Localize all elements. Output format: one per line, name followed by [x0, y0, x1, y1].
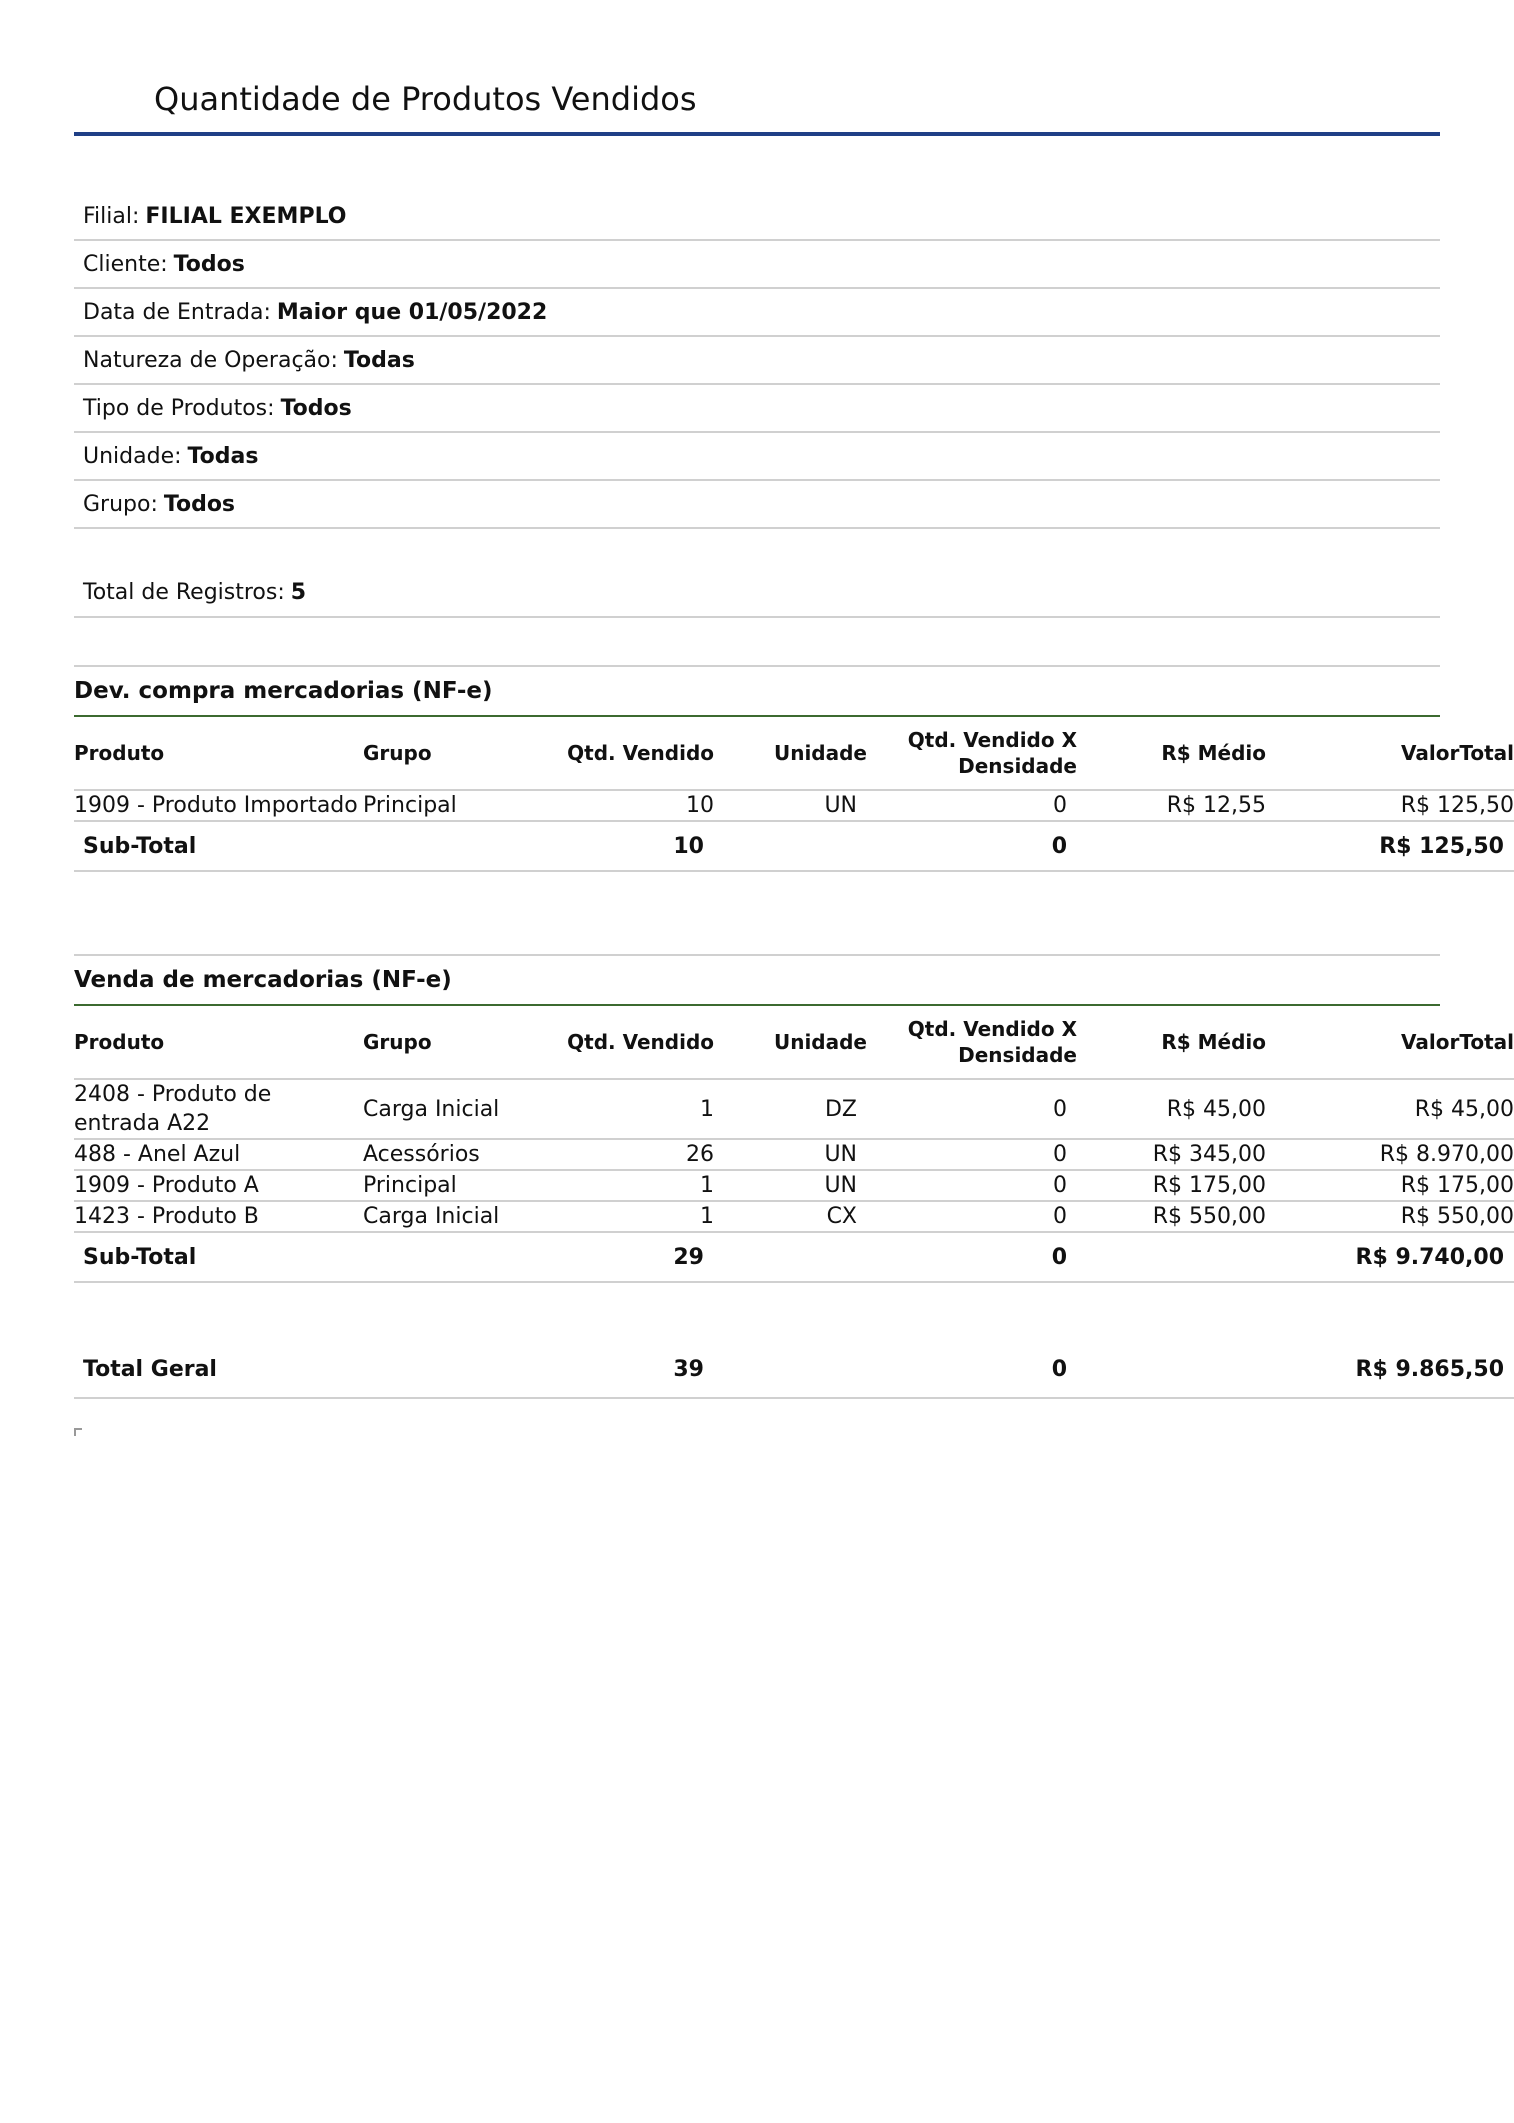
filter-value: Todos [280, 395, 352, 421]
subtotal-densidade: 0 [867, 821, 1077, 871]
total-geral-densidade: 0 [867, 1322, 1077, 1398]
filter-label: Natureza de Operação: [83, 347, 338, 373]
table-cell: 488 - Anel Azul [74, 1139, 363, 1170]
table-cell: R$ 45,00 [1266, 1079, 1514, 1139]
subtotal-valor: R$ 125,50 [1266, 821, 1514, 871]
filter-row [74, 193, 1440, 241]
filter-row [74, 241, 1440, 289]
table-cell: 1 [503, 1170, 714, 1201]
section-venda [74, 954, 1514, 1283]
table-cell: R$ 550,00 [1266, 1201, 1514, 1232]
table-cell: 26 [503, 1139, 714, 1170]
column-header: Qtd. Vendido X Densidade [867, 717, 1077, 790]
table-cell: 2408 - Produto de entrada A22 [74, 1079, 363, 1139]
table-cell: 0 [867, 1139, 1077, 1170]
table-header [74, 1006, 1514, 1079]
products-table [74, 1006, 1514, 1283]
column-header: Grupo [363, 1006, 503, 1079]
table-cell: Carga Inicial [363, 1079, 503, 1139]
column-header: Qtd. Vendido [503, 717, 714, 790]
column-header: Produto [74, 1006, 363, 1079]
table-cell: CX [714, 1201, 867, 1232]
table-row [74, 1139, 1514, 1170]
table-cell: 1909 - Produto A [74, 1170, 363, 1201]
total-records-label: Total de Registros: [83, 579, 285, 605]
subtotal-valor: R$ 9.740,00 [1266, 1232, 1514, 1282]
subtotal-densidade: 0 [867, 1232, 1077, 1282]
table-cell: R$ 125,50 [1266, 790, 1514, 821]
filter-row [74, 337, 1440, 385]
filter-label: Filial: [83, 203, 140, 229]
filter-label: Cliente: [83, 251, 168, 277]
filter-value: Maior que 01/05/2022 [276, 299, 548, 325]
table-cell: 0 [867, 1201, 1077, 1232]
table-cell: UN [714, 790, 867, 821]
total-geral-label: Total Geral [74, 1322, 363, 1398]
filter-value: Todos [173, 251, 245, 277]
subtotal-label: Sub-Total [74, 821, 363, 871]
table-cell: 0 [867, 1170, 1077, 1201]
filter-row [74, 481, 1440, 529]
filter-row [74, 289, 1440, 337]
table-row [74, 1079, 1514, 1139]
total-geral-row [74, 1322, 1514, 1398]
table-cell: R$ 550,00 [1077, 1201, 1266, 1232]
table-cell: 0 [867, 790, 1077, 821]
total-geral-table [74, 1322, 1514, 1399]
table-cell: Principal [363, 790, 503, 821]
column-header: Produto [74, 717, 363, 790]
table-cell: 1 [503, 1079, 714, 1139]
table-cell: Acessórios [363, 1139, 503, 1170]
table-cell: DZ [714, 1079, 867, 1139]
table-cell: R$ 8.970,00 [1266, 1139, 1514, 1170]
table-cell: R$ 12,55 [1077, 790, 1266, 821]
total-records-value: 5 [290, 579, 307, 605]
column-header: Qtd. Vendido X Densidade [867, 1006, 1077, 1079]
table-cell: R$ 175,00 [1077, 1170, 1266, 1201]
subtotal-label: Sub-Total [74, 1232, 363, 1282]
subtotal-qtd: 10 [503, 821, 714, 871]
total-geral-valor: R$ 9.865,50 [1266, 1322, 1514, 1398]
filter-row [74, 433, 1440, 481]
section-title: Venda de mercadorias (NF-e) [74, 956, 1440, 1006]
subtotal-row [74, 1232, 1514, 1282]
section-title: Dev. compra mercadorias (NF-e) [74, 667, 1440, 717]
table-cell: UN [714, 1170, 867, 1201]
column-header: Unidade [714, 717, 867, 790]
products-table [74, 717, 1514, 872]
table-cell: 1909 - Produto Importado [74, 790, 363, 821]
column-header: Unidade [714, 1006, 867, 1079]
column-header: ValorTotal [1266, 717, 1514, 790]
column-header: R$ Médio [1077, 1006, 1266, 1079]
filter-value: Todos [163, 491, 236, 517]
table-cell: Carga Inicial [363, 1201, 503, 1232]
total-geral-qtd: 39 [503, 1322, 714, 1398]
filter-label: Grupo: [83, 491, 158, 517]
table-cell: R$ 45,00 [1077, 1079, 1266, 1139]
table-cell: Principal [363, 1170, 503, 1201]
table-cell: R$ 345,00 [1077, 1139, 1266, 1170]
filter-value: FILIAL EXEMPLO [145, 203, 347, 229]
column-header: Grupo [363, 717, 503, 790]
column-header: R$ Médio [1077, 717, 1266, 790]
column-header: Qtd. Vendido [503, 1006, 714, 1079]
filter-value: Todas [343, 347, 415, 373]
subtotal-row [74, 821, 1514, 871]
table-cell: 0 [867, 1079, 1077, 1139]
table-cell: 1423 - Produto B [74, 1201, 363, 1232]
filter-list [74, 193, 1440, 529]
subtotal-qtd: 29 [503, 1232, 714, 1282]
column-header: ValorTotal [1266, 1006, 1514, 1079]
table-row [74, 1201, 1514, 1232]
filter-label: Unidade: [83, 443, 182, 469]
title-divider [74, 132, 1440, 136]
table-cell: 1 [503, 1201, 714, 1232]
table-cell: 10 [503, 790, 714, 821]
table-row [74, 790, 1514, 821]
filter-row [74, 385, 1440, 433]
table-cell: UN [714, 1139, 867, 1170]
table-cell: R$ 175,00 [1266, 1170, 1514, 1201]
table-header [74, 717, 1514, 790]
corner-mark [74, 1428, 82, 1436]
report-title: Quantidade de Produtos Vendidos [154, 80, 697, 118]
total-records [74, 568, 1440, 618]
filter-label: Tipo de Produtos: [83, 395, 275, 421]
section-dev-compra [74, 665, 1514, 872]
filter-value: Todas [187, 443, 259, 469]
table-row [74, 1170, 1514, 1201]
filter-label: Data de Entrada: [83, 299, 271, 325]
